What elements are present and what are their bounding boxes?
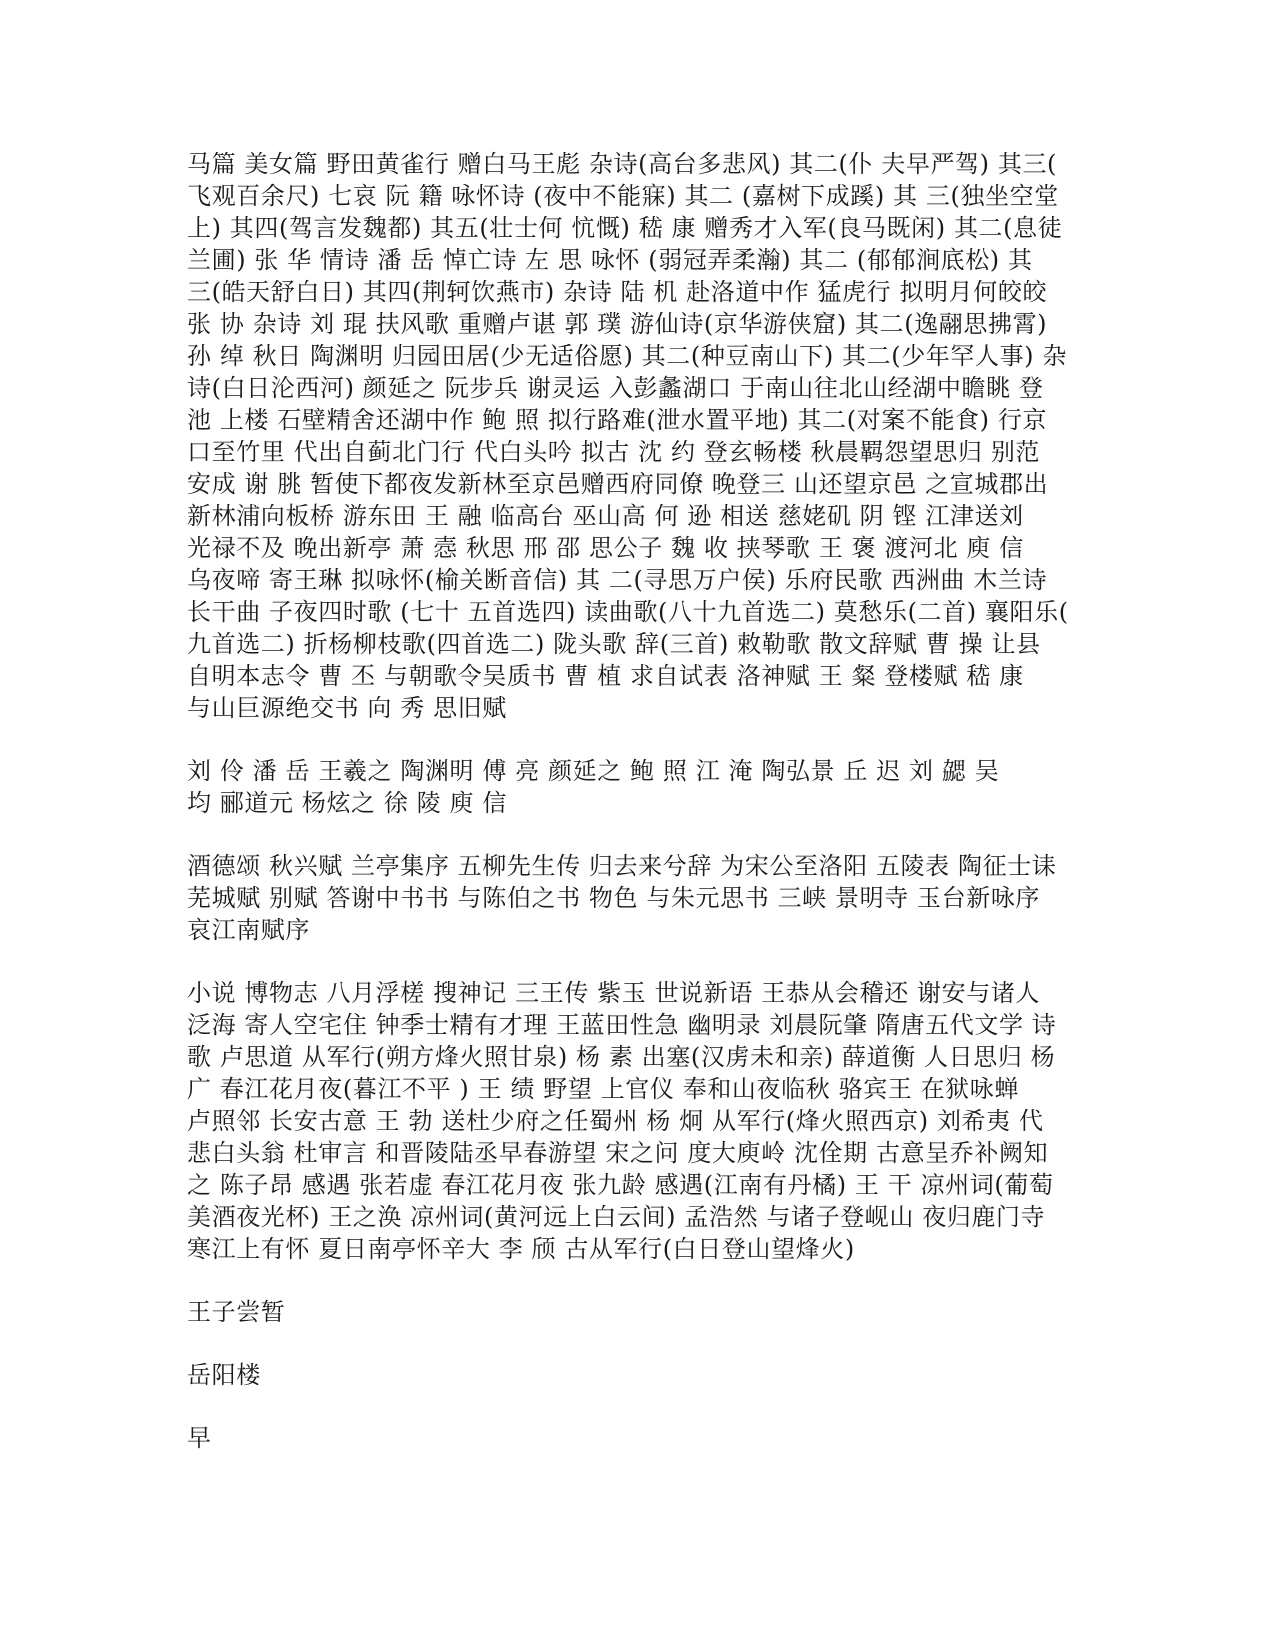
text-line: 岳阳楼	[187, 1361, 261, 1389]
text-line: 均 郦道元 杨炫之 徐 陵 庾 信	[187, 789, 507, 817]
text-line: 之 陈子昂 感遇 张若虚 春江花月夜 张九龄 感遇(江南有丹橘) 王 干 凉州词(葡萄	[187, 1171, 1054, 1199]
text-line: 酒德颂 秋兴赋 兰亭集序 五柳先生传 归去来兮辞 为宋公至洛阳 五陵表 陶征士诔	[187, 852, 1057, 880]
text-line: 歌 卢思道 从军行(朔方烽火照甘泉) 杨 素 出塞(汉虏未和亲) 薛道衡 人日思归 杨	[187, 1043, 1056, 1071]
text-line: 三(皓天舒白日) 其四(荆轲饮燕市) 杂诗 陆 机 赴洛道中作 猛虎行 拟明月何皎皎	[187, 278, 1048, 306]
paragraph	[187, 1359, 1087, 1391]
text-line: 卢照邻 长安古意 王 勃 送杜少府之任蜀州 杨 炯 从军行(烽火照西京) 刘希夷 代	[187, 1107, 1044, 1135]
text-line: 自明本志令 曹 丕 与朝歌令吴质书 曹 植 求自试表 洛神赋 王 粲 登楼赋 嵇 康	[187, 662, 1024, 690]
text-line: 早	[187, 1424, 212, 1452]
text-line: 与山巨源绝交书 向 秀 思旧赋	[187, 694, 507, 722]
paragraph	[187, 1296, 1087, 1328]
text-line: 安成 谢 朓 暂使下都夜发新林至京邑赠西府同僚 晚登三 山还望京邑 之宣城郡出	[187, 470, 1049, 498]
text-line: 长干曲 子夜四时歌 (七十 五首选四) 读曲歌(八十九首选二) 莫愁乐(二首) 襄阳乐(	[187, 598, 1069, 626]
text-line: 乌夜啼 寄王琳 拟咏怀(榆关断音信) 其 二(寻思万户侯) 乐府民歌 西洲曲 木兰诗	[187, 566, 1048, 594]
paragraph	[187, 148, 1087, 724]
text-line: 芜城赋 别赋 答谢中书书 与陈伯之书 物色 与朱元思书 三峡 景明寺 玉台新咏序	[187, 884, 1041, 912]
document-page	[187, 148, 1087, 1485]
text-line: 寒江上有怀 夏日南亭怀辛大 李 颀 古从军行(白日登山望烽火)	[187, 1235, 855, 1263]
text-line: 哀江南赋序	[187, 916, 310, 944]
text-line: 上) 其四(驾言发魏都) 其五(壮士何 忼慨) 嵇 康 赠秀才入军(良马既闲) 其二(息徒	[187, 214, 1063, 242]
text-line: 飞观百余尺) 七哀 阮 籍 咏怀诗 (夜中不能寐) 其二 (嘉树下成蹊) 其 三(独坐空堂	[187, 182, 1059, 210]
text-line: 九首选二) 折杨柳枝歌(四首选二) 陇头歌 辞(三首) 敕勒歌 散文辞赋 曹 操 让县	[187, 630, 1041, 658]
text-line: 孙 绰 秋日 陶渊明 归园田居(少无适俗愿) 其二(种豆南山下) 其二(少年罕人事) 杂	[187, 342, 1067, 370]
text-line: 美酒夜光杯) 王之涣 凉州词(黄河远上白云间) 孟浩然 与诸子登岘山 夜归鹿门寺	[187, 1203, 1046, 1231]
paragraph	[187, 1422, 1087, 1454]
text-line: 马篇 美女篇 野田黄雀行 赠白马王彪 杂诗(高台多悲风) 其二(仆 夫早严驾) 其三(	[187, 150, 1058, 178]
text-line: 广 春江花月夜(暮江不平 ) 王 绩 野望 上官仪 奉和山夜临秋 骆宾王 在狱咏蝉	[187, 1075, 1019, 1103]
text-line: 光禄不及 晚出新亭 萧 悫 秋思 邢 邵 思公子 魏 收 挟琴歌 王 褒 渡河北 庾 信	[187, 534, 1024, 562]
text-line: 池 上楼 石壁精舍还湖中作 鲍 照 拟行路难(泄水置平地) 其二(对案不能食) 行京	[187, 406, 1048, 434]
text-line: 泛海 寄人空宅住 钟季士精有才理 王蓝田性急 幽明录 刘晨阮肇 隋唐五代文学 诗	[187, 1011, 1057, 1039]
text-line: 小说 博物志 八月浮槎 搜神记 三王传 紫玉 世说新语 王恭从会稽还 谢安与诸人	[187, 979, 1041, 1007]
text-line: 张 协 杂诗 刘 琨 扶风歌 重赠卢谌 郭 璞 游仙诗(京华游侠窟) 其二(逸翮思拂霄)	[187, 310, 1048, 338]
text-line: 诗(白日沦西河) 颜延之 阮步兵 谢灵运 入彭蠡湖口 于南山往北山经湖中瞻眺 登	[187, 374, 1044, 402]
paragraph	[187, 755, 1087, 819]
text-line: 王子尝暂	[187, 1298, 286, 1326]
text-line: 新林浦向板桥 游东田 王 融 临高台 巫山高 何 逊 相送 慈姥矶 阴 铿 江津送刘	[187, 502, 1024, 530]
text-line: 刘 伶 潘 岳 王羲之 陶渊明 傅 亮 颜延之 鲍 照 江 淹 陶弘景 丘 迟 刘 勰 吴	[187, 757, 1000, 785]
paragraph	[187, 850, 1087, 946]
text-line: 悲白头翁 杜审言 和晋陵陆丞早春游望 宋之问 度大庾岭 沈佺期 古意呈乔补阙知	[187, 1139, 1049, 1167]
text-line: 口至竹里 代出自蓟北门行 代白头吟 拟古 沈 约 登玄畅楼 秋晨羁怨望思归 别范	[187, 438, 1041, 466]
paragraph	[187, 977, 1087, 1265]
text-line: 兰圃) 张 华 情诗 潘 岳 悼亡诗 左 思 咏怀 (弱冠弄柔瀚) 其二 (郁郁涧底松) 其	[187, 246, 1033, 274]
